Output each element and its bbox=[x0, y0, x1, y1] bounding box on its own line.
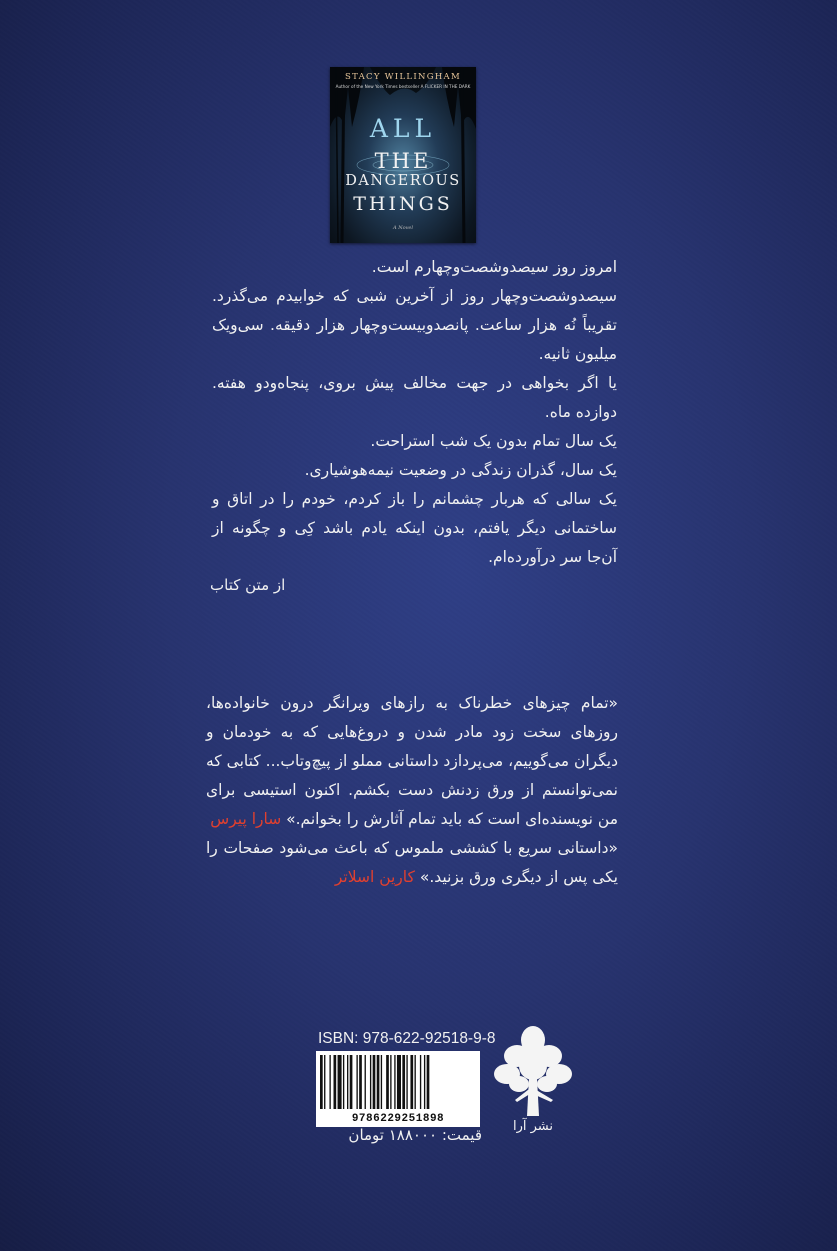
barcode-bar bbox=[424, 1055, 425, 1109]
cover-title-line-1: ALL bbox=[369, 114, 437, 143]
barcode-bar bbox=[350, 1055, 353, 1109]
barcode-bar bbox=[377, 1055, 380, 1109]
cover-subtitle: A Novel bbox=[393, 225, 413, 231]
price-label: قیمت: ۱۸۸۰۰۰ تومان bbox=[348, 1126, 482, 1144]
barcode-bar bbox=[370, 1055, 371, 1109]
barcode-bar bbox=[402, 1055, 405, 1109]
barcode-bar bbox=[415, 1055, 416, 1109]
cover-title-line-2: THE bbox=[374, 149, 432, 173]
barcode-bar bbox=[343, 1055, 344, 1109]
barcode-bar bbox=[373, 1055, 376, 1109]
review-quote bbox=[206, 689, 618, 834]
barcode-bar bbox=[394, 1055, 395, 1109]
cover-author: STACY WILLINGHAM bbox=[344, 72, 461, 82]
review-credit: کارین اسلاتر bbox=[334, 868, 415, 886]
excerpt-line: سیصدوشصت‌وچهار روز از آخرین شبی که خوابیدم می‌گذرد. تقریباً نُه هزار ساعت. پانصدوبیست‌وچهار هزار دقیقه. سی‌ویک میلیون ثانیه. bbox=[212, 287, 617, 363]
barcode bbox=[316, 1051, 480, 1127]
cover-title-line-4: THINGS bbox=[353, 193, 453, 215]
barcode-bar bbox=[324, 1055, 325, 1109]
excerpt-line: یا اگر بخواهی در جهت مخالف پیش بروی، پنجاه‌ودو هفته. دوازده ماه. bbox=[212, 374, 617, 421]
barcode-digits: 9786229251898 bbox=[351, 1113, 445, 1125]
barcode-bar bbox=[420, 1055, 421, 1109]
barcode-bar bbox=[390, 1055, 391, 1109]
excerpt-line: امروز روز سیصدوشصت‌وچهارم است. bbox=[371, 258, 617, 276]
excerpt-source: از متن کتاب bbox=[210, 576, 286, 594]
barcode-bar bbox=[356, 1055, 357, 1109]
barcode-bar bbox=[410, 1055, 413, 1109]
barcode-bar bbox=[406, 1055, 407, 1109]
barcode-bar bbox=[338, 1055, 342, 1109]
excerpt-line: یک سال، گذران زندگی در وضعیت نیمه‌هوشیاری. bbox=[304, 461, 617, 479]
cover-title-line-3: DANGEROUS bbox=[345, 173, 461, 189]
barcode-bar bbox=[386, 1055, 389, 1109]
barcode-bar bbox=[365, 1055, 366, 1109]
reviews-block bbox=[206, 689, 618, 892]
barcode-bar bbox=[347, 1055, 348, 1109]
publisher-tree-logo bbox=[489, 1022, 577, 1134]
barcode-bar bbox=[427, 1055, 430, 1109]
barcode-bar bbox=[381, 1055, 382, 1109]
cover-blurb: Author of the New York Times bestseller A FLICKER IN THE DARK bbox=[335, 84, 471, 89]
excerpt-line: یک سال تمام بدون یک شب استراحت. bbox=[370, 432, 617, 450]
isbn-label: ISBN: 978-622-92518-9-8 bbox=[318, 1030, 496, 1047]
barcode-bar bbox=[320, 1055, 323, 1109]
barcode-bars bbox=[320, 1055, 476, 1109]
review-text: «داستانی سریع با کششی ملموس که باعث می‌شود صفحات را یکی پس از دیگری ورق بزنید.» bbox=[206, 839, 618, 886]
cover-thumbnail bbox=[330, 67, 476, 243]
review-credit: سارا پیرس bbox=[210, 810, 282, 828]
review-quote bbox=[206, 834, 618, 892]
barcode-bar bbox=[397, 1055, 401, 1109]
book-excerpt bbox=[212, 253, 617, 572]
barcode-bar bbox=[329, 1055, 330, 1109]
barcode-bar bbox=[359, 1055, 362, 1109]
barcode-bar bbox=[334, 1055, 337, 1109]
publisher-name: نشر آرا bbox=[512, 1119, 554, 1134]
excerpt-line: یک سالی که هربار چشمانم را باز کردم، خودم را در اتاق و ساختمانی دیگر یافتم، بدون اینکه یادم باشد کِی و چگونه از آن‌جا سر درآورده‌ام. bbox=[212, 490, 617, 566]
review-text: «تمام چیزهای خطرناک به رازهای ویرانگر درون خانواده‌ها، روزهای سخت زود مادر شدن و دروغ‌هایی که به خودمان و دیگران می‌گوییم، می‌پردازد داستانی مملو از پیچ‌وتاب... کتابی که نمی‌توانستم از ورق زدنش دست بکشم. اکنون استیسی برای من نویسنده‌ای است که باید تمام آثارش را بخوانم.» bbox=[206, 694, 618, 828]
